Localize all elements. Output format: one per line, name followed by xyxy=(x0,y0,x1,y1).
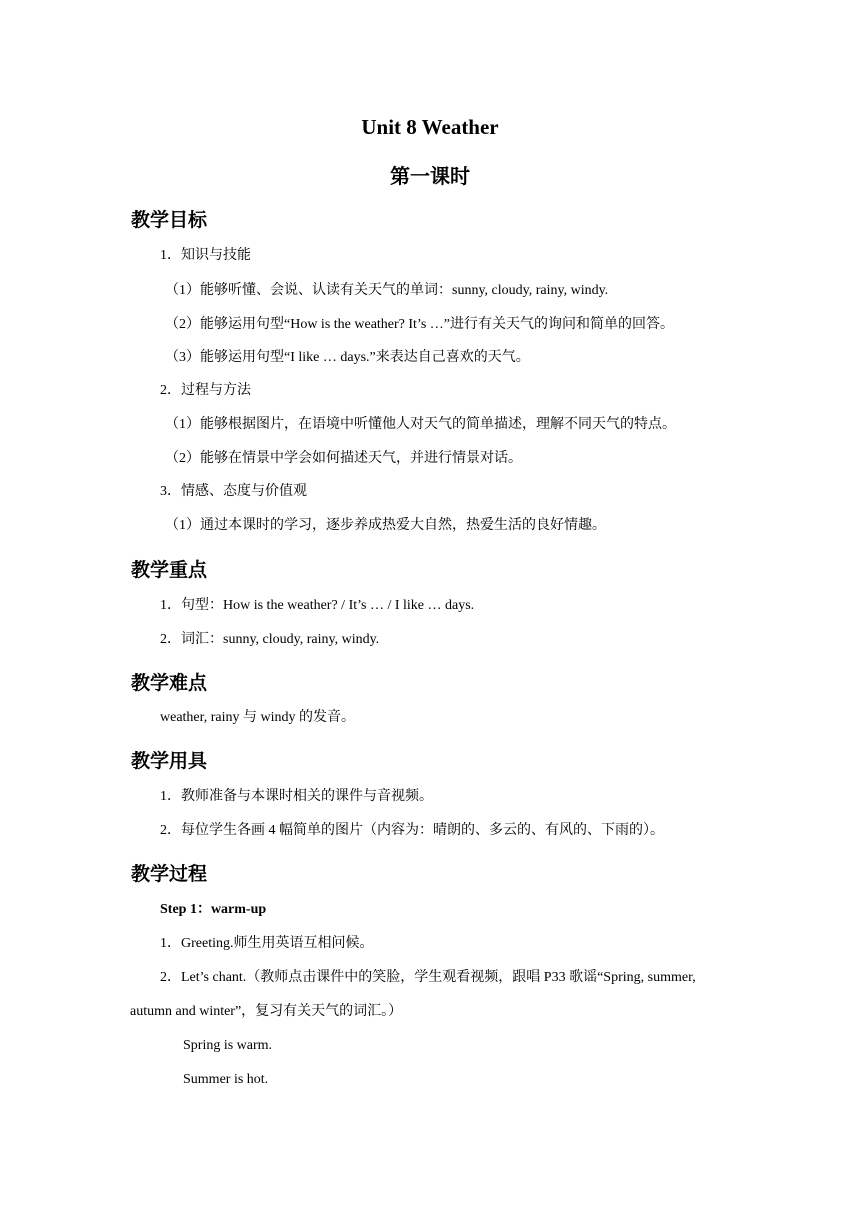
doc-subtitle: 第一课时 xyxy=(390,164,470,188)
chant-verse: Summer is hot. xyxy=(183,1072,269,1087)
key-point-line: 1．句型：How is the weather? / It’s … / I like … days. xyxy=(160,598,475,613)
process-line: 1．Greeting.师生用英语互相问候。 xyxy=(160,936,374,951)
heading-objectives: 教学目标 xyxy=(131,209,208,231)
tool-line: 1．教师准备与本课时相关的课件与音视频。 xyxy=(160,789,433,804)
objective-line: （2）能够运用句型“How is the weather? It’s …”进行有关天气的询问和简单的回答。 xyxy=(165,317,674,332)
doc-title: Unit 8 Weather xyxy=(361,115,499,139)
process-line: 2．Let’s chant.（教师点击课件中的笑脸，学生观看视频，跟唱 P33 歌谣“Spring, summer, xyxy=(160,970,696,985)
heading-difficulties: 教学难点 xyxy=(131,672,208,694)
chant-verse: Spring is warm. xyxy=(183,1038,273,1053)
objective-line: （1）通过本课时的学习，逐步养成热爱大自然，热爱生活的良好情趣。 xyxy=(165,518,606,533)
objective-line: 1．知识与技能 xyxy=(160,248,251,263)
heading-tools: 教学用具 xyxy=(131,750,208,772)
objective-line: 2．过程与方法 xyxy=(160,383,251,398)
objective-line: （1）能够根据图片，在语境中听懂他人对天气的简单描述，理解不同天气的特点。 xyxy=(165,417,676,432)
step-title: Step 1：warm-up xyxy=(160,902,267,917)
objective-line: （3）能够运用句型“I like … days.”来表达自己喜欢的天气。 xyxy=(165,350,530,365)
objective-line: （2）能够在情景中学会如何描述天气，并进行情景对话。 xyxy=(165,451,522,466)
process-line: autumn and winter”，复习有关天气的词汇。） xyxy=(130,1004,403,1019)
heading-process: 教学过程 xyxy=(131,863,208,885)
objective-line: 3．情感、态度与价值观 xyxy=(160,484,307,499)
difficulty-line: weather, rainy 与 windy 的发音。 xyxy=(160,710,356,725)
tool-line: 2．每位学生各画 4 幅简单的图片（内容为：晴朗的、多云的、有风的、下雨的）。 xyxy=(160,823,664,838)
objective-line: （1）能够听懂、会说、认读有关天气的单词：sunny, cloudy, rainy, windy. xyxy=(165,283,609,298)
heading-key-points: 教学重点 xyxy=(131,559,208,581)
key-point-line: 2．词汇：sunny, cloudy, rainy, windy. xyxy=(160,632,380,647)
